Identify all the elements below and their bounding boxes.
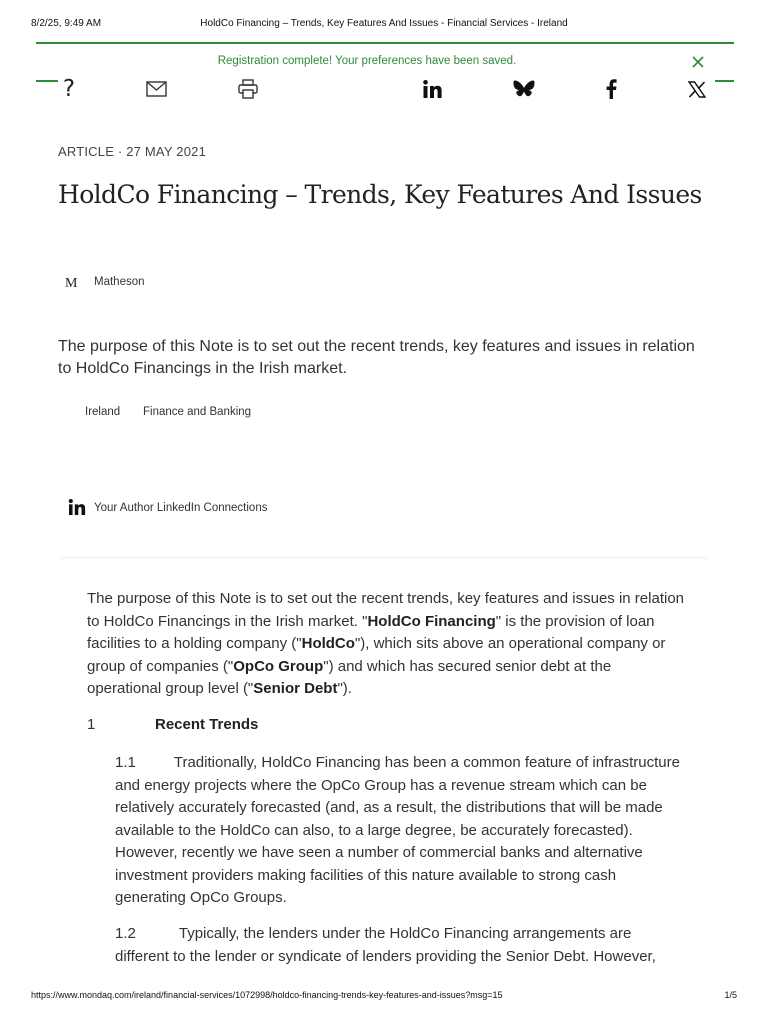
accent-dash-left <box>36 80 58 82</box>
paragraph-1-1 <box>115 752 681 910</box>
tag-ireland[interactable]: Ireland <box>85 406 121 418</box>
close-notification-button[interactable] <box>690 54 706 70</box>
article-title: HoldCo Financing – Trends, Key Features And Issues <box>58 180 702 209</box>
paragraph-1-2 <box>115 923 681 968</box>
section-heading: Recent Trends <box>155 716 259 733</box>
facebook-share-button[interactable] <box>598 76 624 102</box>
author-name[interactable]: Matheson <box>94 276 145 288</box>
x-share-button[interactable] <box>684 76 710 102</box>
defined-term: Senior Debt <box>253 680 338 697</box>
x-icon <box>688 81 706 98</box>
linkedin-icon <box>68 499 86 515</box>
intro-text: The purpose of this Note is to set out the recent trends, key features and issues in relation to HoldCo Financings in the Irish market. " <box>87 590 684 630</box>
help-icon: ? <box>62 76 76 102</box>
print-button[interactable] <box>235 76 261 102</box>
section-number: 1 <box>87 716 96 733</box>
facebook-icon <box>605 79 617 99</box>
linkedin-connections-link[interactable]: Your Author LinkedIn Connections <box>94 502 268 514</box>
print-page-title: HoldCo Financing – Trends, Key Features And Issues - Financial Services - Ireland <box>200 18 568 29</box>
tag-finance-and-banking[interactable]: Finance and Banking <box>143 406 252 418</box>
notification-divider <box>36 42 734 44</box>
print-url: https://www.mondaq.com/ireland/financial-services/1072998/holdco-financing-trends-key-features-and-issues?msg=15 <box>31 990 503 1000</box>
linkedin-share-button[interactable] <box>419 76 445 102</box>
accent-dash-right <box>715 80 734 82</box>
bluesky-icon <box>513 80 535 99</box>
email-button[interactable] <box>143 76 169 102</box>
intro-text: "). <box>337 680 352 697</box>
paragraph-text: Traditionally, HoldCo Financing has been a common feature of infrastructure and energy projects where the OpCo Group has a revenue stream which can be relatively accurately forecasted (and, as a result, the distributions that will be made available to the HoldCo can also, to a large degree, be accurately forecasted). However, recently we have seen a number of commercial banks and alternative investment providers making facilities of this nature available to strong cash generating OpCo Groups. <box>115 754 680 906</box>
print-footer <box>31 990 737 1004</box>
defined-term: HoldCo <box>301 635 355 652</box>
print-icon <box>237 79 259 99</box>
linkedin-icon <box>423 80 442 98</box>
email-icon <box>146 80 167 98</box>
close-icon <box>690 54 706 70</box>
defined-term: OpCo Group <box>233 657 324 675</box>
article-lede: The purpose of this Note is to set out the recent trends, key features and issues in relation to HoldCo Financings in the Irish market. <box>58 338 695 377</box>
paragraph-number: 1.1 <box>115 754 136 771</box>
print-datetime: 8/2/25, 9:49 AM <box>31 18 102 29</box>
intro-text: " is the provision of loan facilities to a holding company (" <box>87 612 655 652</box>
print-page-number: 1/5 <box>724 990 737 1000</box>
registration-message: Registration complete! Your preferences have been saved. <box>217 55 517 67</box>
paragraph-text: Typically, the lenders under the HoldCo Financing arrangements are different to the lender or syndicate of lenders providing the Senior Debt. However, <box>115 925 656 965</box>
author-logo: M <box>65 276 78 291</box>
defined-term: HoldCo Financing <box>367 612 496 630</box>
intro-paragraph <box>87 588 687 701</box>
article-meta: ARTICLE · 27 MAY 2021 <box>58 144 206 159</box>
paragraph-number: 1.2 <box>115 925 136 942</box>
help-button[interactable] <box>56 76 82 102</box>
intro-text: ") and which has secured senior debt at the operational group level (" <box>87 657 612 697</box>
bluesky-share-button[interactable] <box>511 76 537 102</box>
print-header <box>31 18 737 32</box>
intro-text: "), which sits above an operational company or group of companies (" <box>87 635 666 675</box>
